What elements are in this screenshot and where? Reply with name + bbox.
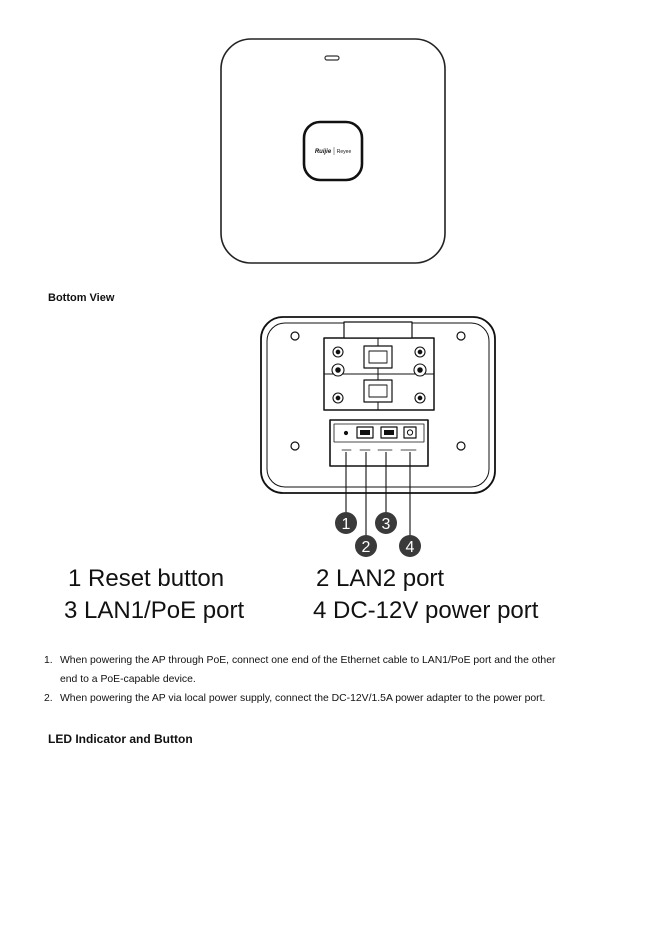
status-led-slot	[325, 56, 339, 60]
callout-3-number: 3	[381, 516, 391, 533]
legend-dc-power-port: 4 DC-12V power port	[313, 597, 539, 624]
ap-top-view-illustration	[218, 36, 448, 266]
legend-lan1-poe-port: 3 LAN1/PoE port	[64, 597, 245, 624]
note-item-1-continuation	[44, 670, 644, 689]
screw-hole	[457, 442, 465, 450]
callout-4-number: 4	[405, 539, 415, 556]
legend-lan2-port: 2 LAN2 port	[316, 565, 445, 592]
note-item-1	[44, 651, 644, 670]
reset-button-hole	[344, 431, 347, 434]
screw-hole	[291, 442, 299, 450]
led-section-heading: LED Indicator and Button	[48, 732, 193, 746]
note-list	[44, 651, 644, 708]
note-number: 2.	[44, 693, 53, 704]
logo-badge	[304, 122, 362, 180]
logo-sub-text: Reyee	[336, 149, 352, 155]
ap-bottom-view-illustration	[258, 314, 498, 564]
note-number: 1.	[44, 655, 53, 666]
screw-hole	[291, 332, 299, 340]
bottom-view-heading: Bottom View	[48, 292, 115, 304]
callout-1-number: 1	[341, 516, 351, 533]
screw-hole	[457, 332, 465, 340]
note-text: When powering the AP via local power supply, connect the DC-12V/1.5A power adapter to the power port.	[60, 693, 546, 704]
callout-2-number: 2	[361, 539, 371, 556]
note-item-2	[44, 689, 644, 708]
note-text: end to a PoE-capable device.	[60, 674, 196, 685]
note-text: When powering the AP through PoE, connect one end of the Ethernet cable to LAN1/PoE port and the other	[60, 655, 556, 666]
legend-reset-button: 1 Reset button	[68, 565, 225, 592]
logo-brand-text: Ruijie	[314, 149, 332, 155]
